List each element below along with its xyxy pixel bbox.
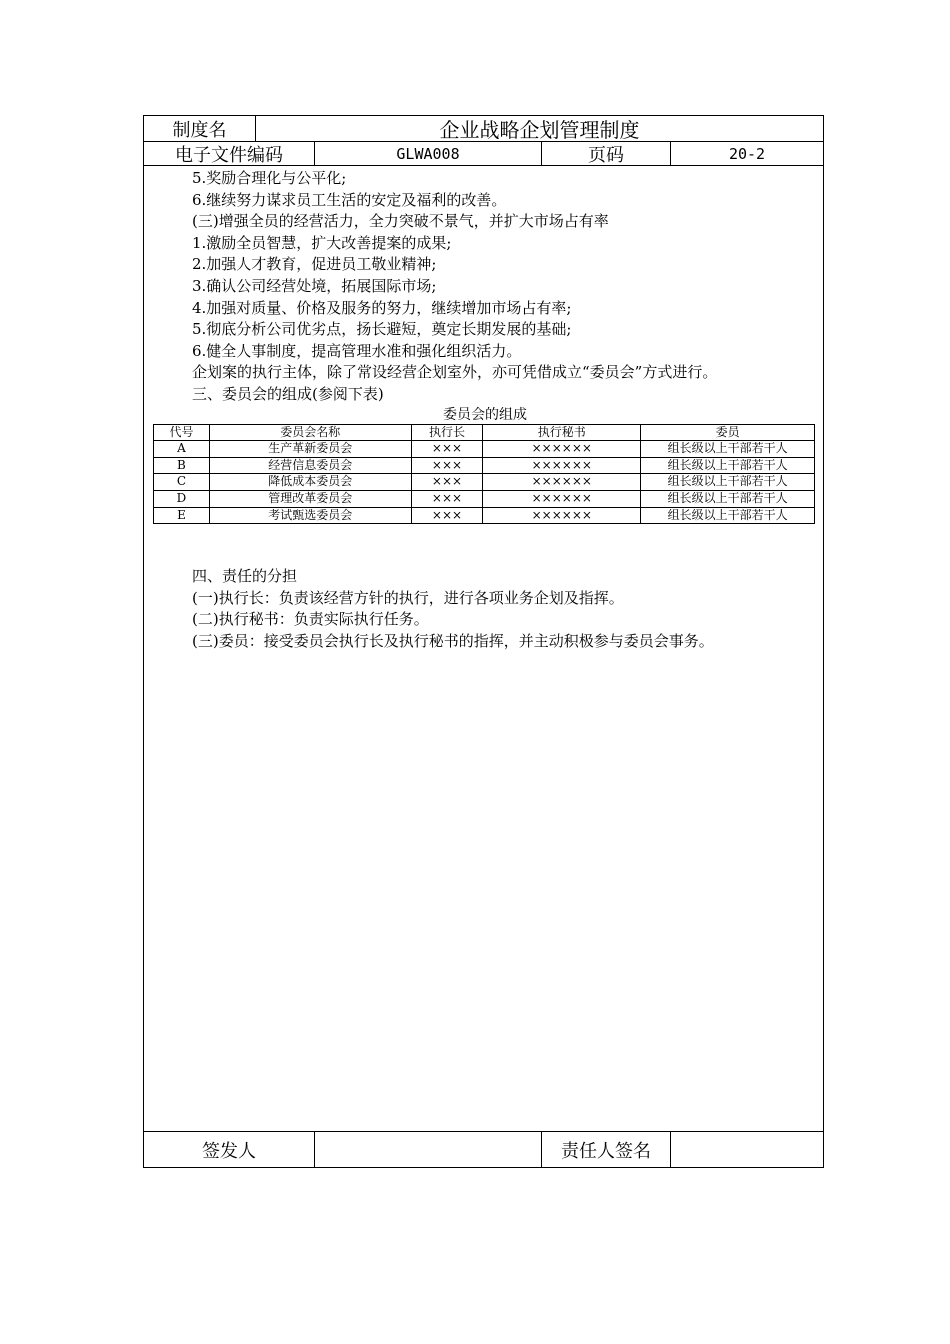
document-frame (143, 115, 824, 1168)
cell-code: A (154, 441, 210, 458)
signature-row (144, 1131, 823, 1167)
cell-executive: ××× (411, 441, 483, 458)
cell-members: 组长级以上干部若干人 (641, 507, 815, 524)
cell-secretary: ×××××× (483, 474, 641, 491)
cell-committee-name: 生产革新委员会 (209, 441, 411, 458)
document-title: 企业战略企划管理制度 (255, 116, 823, 141)
cell-members: 组长级以上干部若干人 (641, 490, 815, 507)
col-header-executive: 执行长 (411, 424, 483, 441)
body-line: (二)执行秘书：负责实际执行任务。 (192, 610, 429, 629)
file-code-label: 电子文件编码 (175, 144, 283, 166)
col-header-code: 代号 (154, 424, 210, 441)
system-name-label: 制度名 (172, 119, 227, 141)
body-line: (一)执行长：负责该经营方针的执行，进行各项业务企划及指挥。 (192, 588, 624, 607)
cell-executive: ××× (411, 457, 483, 474)
header-row-title (144, 116, 823, 142)
cell-committee-name: 考试甄选委员会 (209, 507, 411, 524)
cell-code: B (154, 457, 210, 474)
cell-secretary: ×××××× (483, 457, 641, 474)
cell-code: E (154, 507, 210, 524)
cell-committee-name: 经营信息委员会 (209, 457, 411, 474)
cell-secretary: ×××××× (483, 507, 641, 524)
cell-members: 组长级以上干部若干人 (641, 474, 815, 491)
cell-executive: ××× (411, 474, 483, 491)
section-heading: 四、责任的分担 (192, 567, 298, 586)
cell-executive: ××× (411, 490, 483, 507)
body-paragraph: 企划案的执行主体，除了常设经营企划室外，亦可凭借成立“委员会”方式进行。 (192, 363, 718, 382)
page-label: 页码 (541, 142, 670, 165)
cell-code: C (154, 474, 210, 491)
table-title: 委员会的组成 (443, 406, 527, 423)
body-line: 5.彻底分析公司优劣点，扬长避短，奠定长期发展的基础; (192, 320, 572, 339)
col-header-secretary: 执行秘书 (483, 424, 641, 441)
col-header-members: 委员 (641, 424, 815, 441)
col-header-committee-name: 委员会名称 (209, 424, 411, 441)
cell-secretary: ×××××× (483, 441, 641, 458)
cell-executive: ××× (411, 507, 483, 524)
body-line: 6.继续努力谋求员工生活的安定及福利的改善。 (192, 190, 507, 209)
issuer-label: 签发人 (202, 1140, 256, 1162)
body-paragraph: (三)委员：接受委员会执行长及执行秘书的指挥，并主动积极参与委员会事务。 (192, 631, 714, 650)
table-row (154, 507, 815, 524)
table-header-row (154, 424, 815, 441)
table-row (154, 474, 815, 491)
body-line: 2.加强人才教育，促进员工敬业精神; (192, 255, 437, 274)
responsible-signature-label: 责任人签名 (541, 1132, 670, 1167)
file-code-value: GLWA008 (314, 142, 541, 165)
committee-table (153, 424, 815, 525)
body-line: 4.加强对质量、价格及服务的努力，继续增加市场占有率; (192, 298, 572, 317)
document-body (154, 168, 816, 652)
issuer-signature-field[interactable] (314, 1132, 541, 1167)
table-row (154, 457, 815, 474)
cell-committee-name: 管理改革委员会 (209, 490, 411, 507)
body-line: 3.确认公司经营处境，拓展国际市场; (192, 276, 437, 295)
body-line: 5.奖励合理化与公平化; (192, 169, 347, 187)
header-row-meta (144, 142, 823, 166)
body-line: 1.激励全员智慧，扩大改善提案的成果; (192, 233, 452, 252)
table-row (154, 441, 815, 458)
section-heading: 三、委员会的组成(参阅下表) (192, 384, 384, 403)
spacer (154, 524, 816, 566)
responsible-signature-field[interactable] (670, 1132, 823, 1167)
body-line: (三)增强全员的经营活力，全力突破不景气，并扩大市场占有率 (192, 212, 609, 231)
cell-committee-name: 降低成本委员会 (209, 474, 411, 491)
cell-members: 组长级以上干部若干人 (641, 441, 815, 458)
cell-secretary: ×××××× (483, 490, 641, 507)
body-line: 6.健全人事制度，提高管理水准和强化组织活力。 (192, 341, 522, 360)
cell-code: D (154, 490, 210, 507)
table-row (154, 490, 815, 507)
cell-members: 组长级以上干部若干人 (641, 457, 815, 474)
page-number: 20-2 (670, 142, 823, 165)
